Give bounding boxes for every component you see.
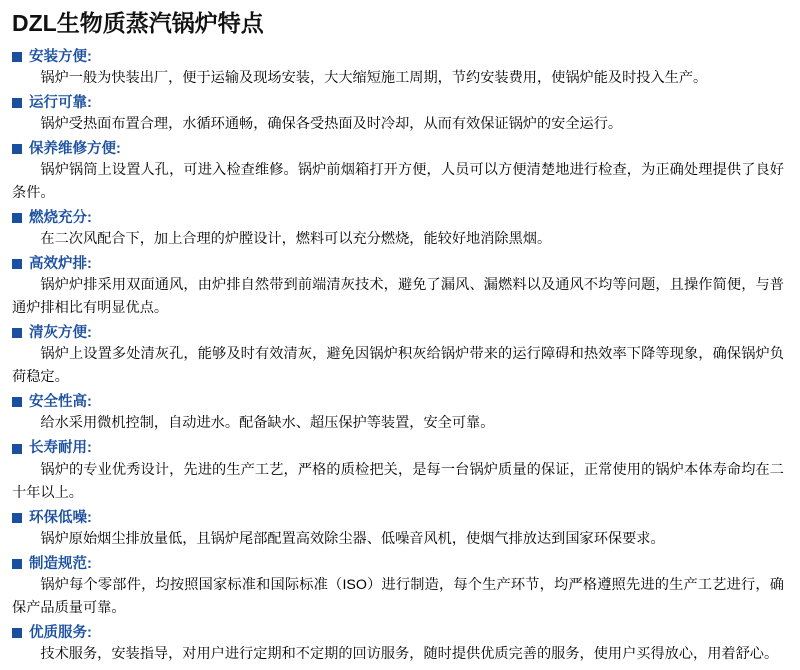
feature-body-6: 锅炉上设置多处清灰孔，能够及时有效清灰，避免因锅炉积灰给锅炉带来的运行障碍和热效率下降等现象，确保锅炉负荷稳定。 [12,346,784,386]
feature-section-3 [10,140,790,205]
feature-heading-4 [12,209,790,227]
feature-section-7 [10,393,790,435]
feature-title-2: 运行可靠: [29,94,92,111]
square-bullet-icon [12,328,22,338]
feature-heading-11 [12,624,790,642]
square-bullet-icon [12,397,22,407]
square-bullet-icon [12,213,22,223]
feature-heading-10 [12,555,790,573]
feature-title-7: 安全性高: [29,394,92,411]
feature-heading-1 [12,48,790,66]
feature-title-9: 环保低噪: [29,509,92,526]
feature-heading-7 [12,393,790,411]
page-title: DZL生物质蒸汽锅炉特点 [12,10,264,36]
feature-body-1: 锅炉一般为快装出厂，便于运输及现场安装，大大缩短施工周期，节约安装费用，使锅炉能及时投入生产。 [40,69,708,86]
square-bullet-icon [12,259,22,269]
feature-section-4 [10,209,790,251]
feature-heading-9 [12,509,790,527]
feature-section-11 [10,624,790,666]
feature-body-10: 锅炉每个零部件，均按照国家标准和国际标准（ISO）进行制造，每个生产环节，均严格遵照先进的生产工艺进行，确保产品质量可靠。 [12,576,784,616]
feature-heading-3 [12,140,790,158]
feature-title-10: 制造规范: [29,555,92,572]
feature-heading-8 [12,439,790,457]
square-bullet-icon [12,628,22,638]
feature-title-11: 优质服务: [29,624,92,641]
feature-body-4: 在二次风配合下，加上合理的炉膛设计，燃料可以充分燃烧，能较好地消除黑烟。 [40,231,552,248]
feature-body-8: 锅炉的专业优秀设计，先进的生产工艺，严格的质检把关，是每一台锅炉质量的保证，正常使用的锅炉本体寿命均在二十年以上。 [12,461,784,501]
feature-title-1: 安装方便: [29,48,92,65]
feature-title-4: 燃烧充分: [29,209,92,226]
square-bullet-icon [12,52,22,62]
feature-title-6: 清灰方便: [29,325,92,342]
feature-section-2 [10,94,790,136]
feature-section-1 [10,48,790,90]
feature-heading-5 [12,255,790,273]
feature-section-6 [10,324,790,389]
feature-title-8: 长寿耐用: [29,440,92,457]
feature-body-5: 锅炉炉排采用双面通风，由炉排自然带到前端清灰技术，避免了漏风、漏燃料以及通风不均等问题，且操作简便，与普通炉排相比有明显优点。 [12,277,784,317]
feature-body-7: 给水采用微机控制，自动进水。配备缺水、超压保护等装置，安全可靠。 [40,415,495,432]
feature-body-11: 技术服务，安装指导，对用户进行定期和不定期的回访服务，随时提供优质完善的服务，使用户买得放心，用着舒心。 [40,645,779,662]
feature-body-9: 锅炉原始烟尘排放量低，且锅炉尾部配置高效除尘器、低噪音风机，使烟气排放达到国家环保要求。 [40,530,665,547]
feature-title-3: 保养维修方便: [29,140,121,157]
square-bullet-icon [12,444,22,454]
feature-title-5: 高效炉排: [29,256,92,273]
square-bullet-icon [12,98,22,108]
feature-section-5 [10,255,790,320]
feature-section-10 [10,555,790,620]
square-bullet-icon [12,513,22,523]
square-bullet-icon [12,559,22,569]
feature-body-2: 锅炉受热面布置合理，水循环通畅，确保各受热面及时冷却，从而有效保证锅炉的安全运行。 [40,115,623,132]
feature-heading-6 [12,324,790,342]
feature-section-9 [10,509,790,551]
square-bullet-icon [12,144,22,154]
feature-heading-2 [12,94,790,112]
feature-section-8 [10,439,790,504]
feature-body-3: 锅炉锅筒上设置人孔，可进入检查维修。锅炉前烟箱打开方便，人员可以方便清楚地进行检查，为正确处理提供了良好条件。 [12,161,784,201]
